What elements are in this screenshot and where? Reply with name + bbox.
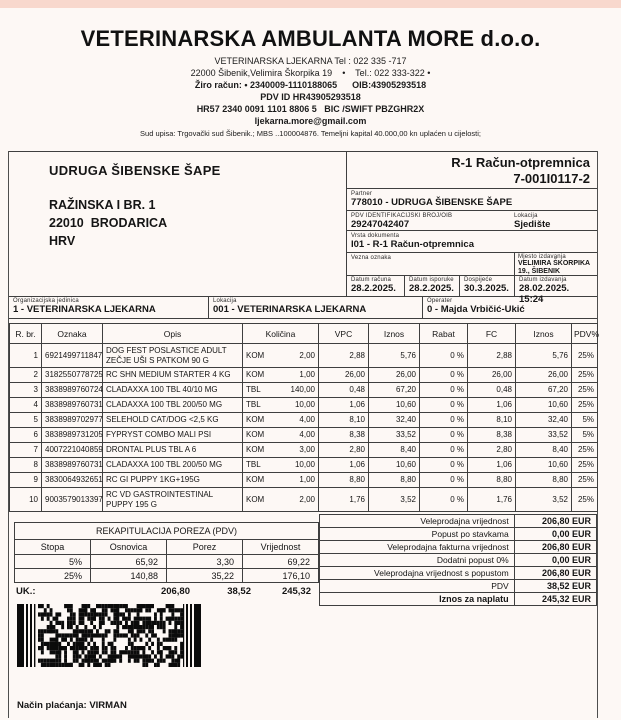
spacer <box>49 178 346 196</box>
item-rbr-cell: 10 <box>10 488 42 512</box>
item-unit-cell: TBL <box>243 398 273 413</box>
header-desc: Opis <box>103 324 243 344</box>
total-value-cell: 0,00 EUR <box>514 528 596 541</box>
item-discount-cell: 0 % <box>420 413 468 428</box>
item-row <box>10 458 598 473</box>
header-amount: Iznos <box>369 324 420 344</box>
invoice-date-label: Datum računa <box>351 277 392 283</box>
total-label-cell: Iznos za naplatu <box>320 593 515 606</box>
item-description-cell: CLADAXXA 100 TBL 40/10 MG <box>103 383 243 398</box>
issue-place-value: VELIMIRA ŠKORPIKA 19., ŠIBENIK <box>518 260 590 275</box>
item-amount2-cell: 10,60 <box>516 398 572 413</box>
item-fc-cell: 8,38 <box>468 428 516 443</box>
item-quantity-cell: 4,00 <box>273 428 319 443</box>
header-qty: Količina <box>243 324 319 344</box>
item-quantity-cell: 140,00 <box>273 383 319 398</box>
item-amount2-cell: 67,20 <box>516 383 572 398</box>
item-unit-cell: TBL <box>243 458 273 473</box>
company-tagline: VETERINARSKA LJEKARNA Tel : 022 335 -717 <box>214 56 407 66</box>
item-vat-cell: 25% <box>572 458 598 473</box>
document-type-title: R-1 Račun-otpremnica <box>451 155 590 170</box>
total-value-cell: 206,80 EUR <box>514 515 596 528</box>
item-vat-cell: 25% <box>572 383 598 398</box>
recap-value-cell: 176,10 <box>243 569 319 583</box>
recap-header-tax: Porez <box>167 540 243 555</box>
item-unit-cell: TBL <box>243 383 273 398</box>
item-unit-cell: KOM <box>243 428 273 443</box>
item-fc-cell: 8,80 <box>468 473 516 488</box>
total-label-cell: Veleprodajna vrijednost s popustom <box>320 567 515 580</box>
tax-recap-title-row <box>15 523 319 540</box>
partner-label: Partner <box>351 191 373 197</box>
item-amount-cell: 32,40 <box>369 413 420 428</box>
header-rbr: R. br. <box>10 324 42 344</box>
item-discount-cell: 0 % <box>420 398 468 413</box>
tax-recap-row <box>15 555 319 569</box>
item-quantity-cell: 2,00 <box>273 488 319 512</box>
customer-name: UDRUGA ŠIBENSKE ŠAPE <box>49 163 221 178</box>
tax-recap-table <box>14 522 319 583</box>
item-vpc-cell: 1,76 <box>319 488 369 512</box>
org-unit-row <box>9 297 597 319</box>
total-label-cell: Dodatni popust 0% <box>320 554 515 567</box>
item-vat-cell: 5% <box>572 413 598 428</box>
delivery-date-value: 28.2.2025. <box>409 283 454 294</box>
delivery-date-block <box>404 276 459 296</box>
total-value-cell: 206,80 EUR <box>514 541 596 554</box>
recap-tax-cell: 3,30 <box>167 555 243 569</box>
org-unit-block <box>9 297 208 318</box>
invoice-number: 7-001I0117-2 <box>513 171 590 186</box>
item-vpc-cell: 2,88 <box>319 344 369 368</box>
item-row <box>10 473 598 488</box>
total-value-cell: 0,00 EUR <box>514 554 596 567</box>
reference-label: Vezna oznaka <box>351 255 392 261</box>
item-description-cell: CLADAXXA 100 TBL 200/50 MG <box>103 458 243 473</box>
tax-recap-body <box>15 555 319 583</box>
customer-block <box>9 152 347 296</box>
item-rbr-cell: 9 <box>10 473 42 488</box>
item-vat-cell: 25% <box>572 473 598 488</box>
due-date-block <box>459 276 514 296</box>
item-description-cell: CLADAXXA 100 TBL 200/50 MG <box>103 398 243 413</box>
item-row <box>10 344 598 368</box>
recap-tax-cell: 35,22 <box>167 569 243 583</box>
vat-id-label: PDV IDENTIFIKACIJSKI BROJ/OIB <box>351 213 453 219</box>
tax-recap-row <box>15 569 319 583</box>
item-unit-cell: KOM <box>243 443 273 458</box>
items-table <box>9 323 598 512</box>
item-quantity-cell: 4,00 <box>273 413 319 428</box>
item-description-cell: SELEHOLD CAT/DOG <2,5 KG <box>103 413 243 428</box>
item-fc-cell: 2,80 <box>468 443 516 458</box>
item-description-cell: FYPRYST COMBO MALI PSI <box>103 428 243 443</box>
lower-right-column <box>319 514 597 711</box>
item-discount-cell: 0 % <box>420 443 468 458</box>
item-amount-cell: 3,52 <box>369 488 420 512</box>
document-title-row <box>347 152 597 188</box>
item-fc-cell: 8,10 <box>468 413 516 428</box>
recap-rate-cell: 25% <box>15 569 91 583</box>
item-vpc-cell: 0,48 <box>319 383 369 398</box>
issue-place-block <box>514 253 597 275</box>
item-unit-cell: KOM <box>243 368 273 383</box>
item-quantity-cell: 1,00 <box>273 473 319 488</box>
recap-rate-cell: 5% <box>15 555 91 569</box>
item-amount-cell: 5,76 <box>369 344 420 368</box>
letterhead <box>0 26 621 139</box>
item-unit-cell: KOM <box>243 344 273 368</box>
company-name: VETERINARSKA AMBULANTA MORE d.o.o. <box>80 26 541 51</box>
item-quantity-cell: 3,00 <box>273 443 319 458</box>
item-fc-cell: 1,06 <box>468 458 516 473</box>
item-amount2-cell: 8,40 <box>516 443 572 458</box>
pdf417-barcode <box>17 604 201 667</box>
item-rbr-cell: 7 <box>10 443 42 458</box>
item-code-cell: 3838989760724 <box>42 383 103 398</box>
vat-id-value: 29247042407 <box>351 219 410 230</box>
item-fc-cell: 1,76 <box>468 488 516 512</box>
item-vpc-cell: 8,80 <box>319 473 369 488</box>
header-amount2: Iznos <box>516 324 572 344</box>
item-vat-cell: 5% <box>572 428 598 443</box>
location-value: Sjedište <box>514 219 551 230</box>
header-vat: PDV% <box>572 324 598 344</box>
item-code-cell: 3838989702977 <box>42 413 103 428</box>
company-iban: HR57 2340 0091 1101 8806 5 BIC /SWIFT PBZGHR2X <box>196 104 425 114</box>
item-fc-cell: 26,00 <box>468 368 516 383</box>
vat-row <box>347 210 597 230</box>
item-fc-cell: 2,88 <box>468 344 516 368</box>
item-amount-cell: 10,60 <box>369 458 420 473</box>
item-fc-cell: 1,06 <box>468 398 516 413</box>
header-fc: FC <box>468 324 516 344</box>
reference-row <box>347 252 597 275</box>
item-amount-cell: 8,40 <box>369 443 420 458</box>
partner-row <box>347 188 597 210</box>
issue-datetime-label: Datum izdavanja <box>519 277 567 283</box>
item-rbr-cell: 3 <box>10 383 42 398</box>
item-vat-cell: 25% <box>572 398 598 413</box>
item-vpc-cell: 1,06 <box>319 458 369 473</box>
item-rbr-cell: 4 <box>10 398 42 413</box>
item-amount2-cell: 26,00 <box>516 368 572 383</box>
item-vpc-cell: 8,38 <box>319 428 369 443</box>
customer-city: 22010 BRODARICA <box>49 216 168 230</box>
item-description-cell: DOG FEST POSLASTICE ADULT ZEČJE UŠI S PATKOM 90 G <box>103 344 243 368</box>
recap-total-base: 206,80 <box>160 586 190 597</box>
item-discount-cell: 0 % <box>420 488 468 512</box>
recap-header-value: Vrijednost <box>243 540 319 555</box>
item-discount-cell: 0 % <box>420 383 468 398</box>
tax-recap-total-row <box>14 583 319 597</box>
item-row <box>10 413 598 428</box>
total-row <box>320 515 597 528</box>
item-discount-cell: 0 % <box>420 458 468 473</box>
item-vpc-cell: 26,00 <box>319 368 369 383</box>
item-amount-cell: 33,52 <box>369 428 420 443</box>
item-vat-cell: 25% <box>572 344 598 368</box>
item-row <box>10 368 598 383</box>
org-unit-label: Organizacijska jedinica <box>13 298 79 304</box>
item-code-cell: 3830064932651 <box>42 473 103 488</box>
header-discount: Rabat <box>420 324 468 344</box>
header-code: Oznaka <box>42 324 103 344</box>
recap-total-label: UK.: <box>16 586 36 597</box>
recap-total-value: 245,32 <box>281 586 311 597</box>
recap-base-cell: 65,92 <box>91 555 167 569</box>
document-kind-value: I01 - R-1 Račun-otpremnica <box>351 239 474 250</box>
item-description-cell: DRONTAL PLUS TBL A 6 <box>103 443 243 458</box>
company-pdv-id: PDV ID HR43905293518 <box>260 92 361 102</box>
total-label-cell: Veleprodajna vrijednost <box>320 515 515 528</box>
item-amount-cell: 8,80 <box>369 473 420 488</box>
item-rbr-cell: 5 <box>10 413 42 428</box>
item-code-cell: 3838989760731 <box>42 398 103 413</box>
item-unit-cell: KOM <box>243 473 273 488</box>
item-code-cell: 6921499711847 <box>42 344 103 368</box>
item-amount-cell: 67,20 <box>369 383 420 398</box>
item-description-cell: RC GI PUPPY 1KG+195G <box>103 473 243 488</box>
item-quantity-cell: 1,00 <box>273 368 319 383</box>
total-label-cell: PDV <box>320 580 515 593</box>
item-vat-cell: 25% <box>572 488 598 512</box>
item-amount2-cell: 8,80 <box>516 473 572 488</box>
total-row <box>320 528 597 541</box>
invoice-frame <box>8 151 598 718</box>
item-vpc-cell: 8,10 <box>319 413 369 428</box>
lower-section <box>9 514 597 711</box>
issue-datetime-block <box>514 276 597 305</box>
item-unit-cell: KOM <box>243 488 273 512</box>
item-discount-cell: 0 % <box>420 473 468 488</box>
item-code-cell: 9003579013397 <box>42 488 103 512</box>
vat-id-block <box>351 213 514 228</box>
total-row <box>320 593 597 606</box>
payment-method-text: Način plaćanja: VIRMAN <box>17 700 127 711</box>
total-label-cell: Popust po stavkama <box>320 528 515 541</box>
recap-header-base: Osnovica <box>91 540 167 555</box>
item-amount2-cell: 33,52 <box>516 428 572 443</box>
issue-place-label: Mjesto izdavanja <box>518 254 566 260</box>
totals-body <box>320 515 597 606</box>
item-vpc-cell: 1,06 <box>319 398 369 413</box>
company-email: ljekarna.more@gmail.com <box>254 116 367 126</box>
document-kind-row <box>347 230 597 252</box>
total-row <box>320 541 597 554</box>
item-row <box>10 428 598 443</box>
company-account: Žiro račun: • 2340009-1110188065 OIB:43905293518 <box>194 80 427 90</box>
document-kind-label: Vrsta dokumenta <box>351 233 400 239</box>
item-description-cell: RC SHN MEDIUM STARTER 4 KG <box>103 368 243 383</box>
item-row <box>10 488 598 512</box>
org-location-label: Lokacija <box>213 298 237 304</box>
item-vpc-cell: 2,80 <box>319 443 369 458</box>
item-rbr-cell: 8 <box>10 458 42 473</box>
delivery-date-label: Datum isporuke <box>409 277 454 283</box>
totals-table <box>319 514 597 606</box>
item-quantity-cell: 10,00 <box>273 398 319 413</box>
company-registry: Sud upisa: Trgovački sud Šibenik.; MBS ..100004876. Temeljni kapital 40.000,00 kn uplaćen u cijelosti; <box>140 129 481 138</box>
item-row <box>10 443 598 458</box>
org-unit-value: 1 - VETERINARSKA LJEKARNA <box>13 304 156 315</box>
operator-block <box>422 297 597 318</box>
item-amount2-cell: 5,76 <box>516 344 572 368</box>
operator-label: Operater <box>427 298 453 304</box>
item-code-cell: 4007221040859 <box>42 443 103 458</box>
org-location-value: 001 - VETERINARSKA LJEKARNA <box>213 304 367 315</box>
item-code-cell: 3182550778725 <box>42 368 103 383</box>
tax-recap-header-row <box>15 540 319 555</box>
company-address: 22000 Šibenik,Velimira Škorpika 19 • Tel.: 022 333-322 • <box>190 68 431 78</box>
item-fc-cell: 0,48 <box>468 383 516 398</box>
due-date-label: Dospijeće <box>464 277 493 283</box>
item-vat-cell: 25% <box>572 368 598 383</box>
due-date-value: 30.3.2025. <box>464 283 509 294</box>
issue-datetime-value: 28.02.2025. 15:24 <box>519 283 570 305</box>
invoice-date-value: 28.2.2025. <box>351 283 396 294</box>
customer-street: RAŽINSKA I BR. 1 <box>49 198 156 212</box>
item-rbr-cell: 6 <box>10 428 42 443</box>
recap-base-cell: 140,88 <box>91 569 167 583</box>
org-location-block <box>208 297 422 318</box>
item-amount-cell: 10,60 <box>369 398 420 413</box>
total-label-cell: Veleprodajna fakturna vrijednost <box>320 541 515 554</box>
total-row <box>320 567 597 580</box>
item-discount-cell: 0 % <box>420 368 468 383</box>
item-unit-cell: KOM <box>243 413 273 428</box>
item-amount-cell: 26,00 <box>369 368 420 383</box>
total-value-cell: 245,32 EUR <box>514 593 596 606</box>
item-description-cell: RC VD GASTROINTESTINAL PUPPY 195 G <box>103 488 243 512</box>
scan-top-strip <box>0 0 621 8</box>
item-code-cell: 3838989760731 <box>42 458 103 473</box>
invoice-date-block <box>347 276 404 296</box>
item-discount-cell: 0 % <box>420 428 468 443</box>
tax-recap-title: REKAPITULACIJA POREZA (PDV) <box>15 523 319 540</box>
item-quantity-cell: 2,00 <box>273 344 319 368</box>
reference-block <box>347 253 514 275</box>
item-vat-cell: 25% <box>572 443 598 458</box>
location-block <box>514 213 550 228</box>
item-row <box>10 383 598 398</box>
item-rbr-cell: 1 <box>10 344 42 368</box>
item-amount2-cell: 3,52 <box>516 488 572 512</box>
partner-value: 778010 - UDRUGA ŠIBENSKE ŠAPE <box>351 197 513 208</box>
lower-left-column <box>9 514 319 711</box>
item-code-cell: 3838989731205 <box>42 428 103 443</box>
item-amount2-cell: 32,40 <box>516 413 572 428</box>
item-discount-cell: 0 % <box>420 344 468 368</box>
item-rbr-cell: 2 <box>10 368 42 383</box>
recap-value-cell: 69,22 <box>243 555 319 569</box>
items-body <box>10 344 598 512</box>
recap-header-rate: Stopa <box>15 540 91 555</box>
items-header-row <box>10 324 598 344</box>
item-row <box>10 398 598 413</box>
header-vpc: VPC <box>319 324 369 344</box>
total-row <box>320 554 597 567</box>
location-label: Lokacija <box>514 213 538 219</box>
total-value-cell: 206,80 EUR <box>514 567 596 580</box>
operator-value: 0 - Majda Vrbičić-Ukić <box>427 304 525 315</box>
recap-total-tax: 38,52 <box>227 586 251 597</box>
item-quantity-cell: 10,00 <box>273 458 319 473</box>
item-amount2-cell: 10,60 <box>516 458 572 473</box>
total-value-cell: 38,52 EUR <box>514 580 596 593</box>
total-row <box>320 580 597 593</box>
customer-country: HRV <box>49 234 76 248</box>
